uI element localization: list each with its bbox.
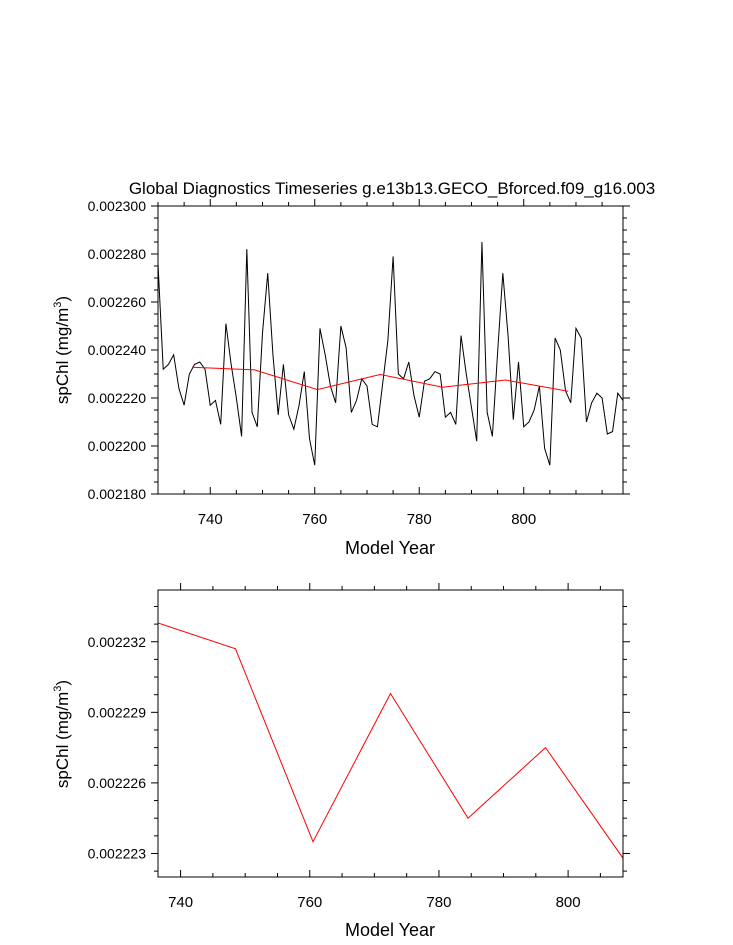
bottom-plot-lines bbox=[158, 623, 623, 858]
top-plot-frame bbox=[158, 206, 623, 494]
top-plot-lines bbox=[158, 242, 623, 465]
x-tick-label: 740 bbox=[197, 511, 223, 528]
bottom-y-axis-label: spChl $(mg/m^3)$ bbox=[52, 679, 72, 789]
x-tick-label: 800 bbox=[511, 511, 537, 528]
x-tick-label: 800 bbox=[555, 894, 581, 911]
y-tick-label: 0.002226 bbox=[87, 774, 146, 791]
bottom-x-axis-label: Model Year bbox=[344, 920, 436, 940]
y-tick-label: 0.002260 bbox=[87, 294, 146, 310]
y-tick-label: 0.002240 bbox=[87, 342, 146, 358]
y-tick-label: 0.002220 bbox=[87, 390, 146, 406]
x-tick-label: 760 bbox=[297, 894, 323, 911]
bottom-plot bbox=[52, 583, 630, 940]
top-x-axis-label: Model Year bbox=[344, 538, 436, 558]
x-tick-label: 760 bbox=[302, 511, 328, 528]
y-tick-label: 0.002232 bbox=[87, 633, 146, 650]
top-y-axis-label: spChl $(mg/m^3)$ bbox=[52, 295, 72, 405]
chart-title: Global Diagnostics Timeseries g.e13b13.GECO_Bforced.f09_g16.003 bbox=[128, 179, 656, 198]
y-tick-label: 0.002180 bbox=[87, 486, 146, 502]
y-tick-label: 0.002223 bbox=[87, 845, 146, 862]
top-plot bbox=[52, 198, 630, 558]
x-tick-label: 780 bbox=[406, 511, 432, 528]
series-line-0 bbox=[158, 623, 623, 858]
y-tick-label: 0.002200 bbox=[87, 438, 146, 454]
x-tick-label: 780 bbox=[426, 894, 452, 911]
y-tick-label: 0.002300 bbox=[87, 198, 146, 214]
y-tick-label: 0.002280 bbox=[87, 246, 146, 262]
series-line-0 bbox=[158, 242, 623, 465]
bottom-plot-ticks bbox=[88, 583, 630, 911]
y-tick-label: 0.002229 bbox=[87, 704, 146, 721]
x-tick-label: 740 bbox=[168, 894, 194, 911]
bottom-plot-frame bbox=[158, 590, 623, 877]
